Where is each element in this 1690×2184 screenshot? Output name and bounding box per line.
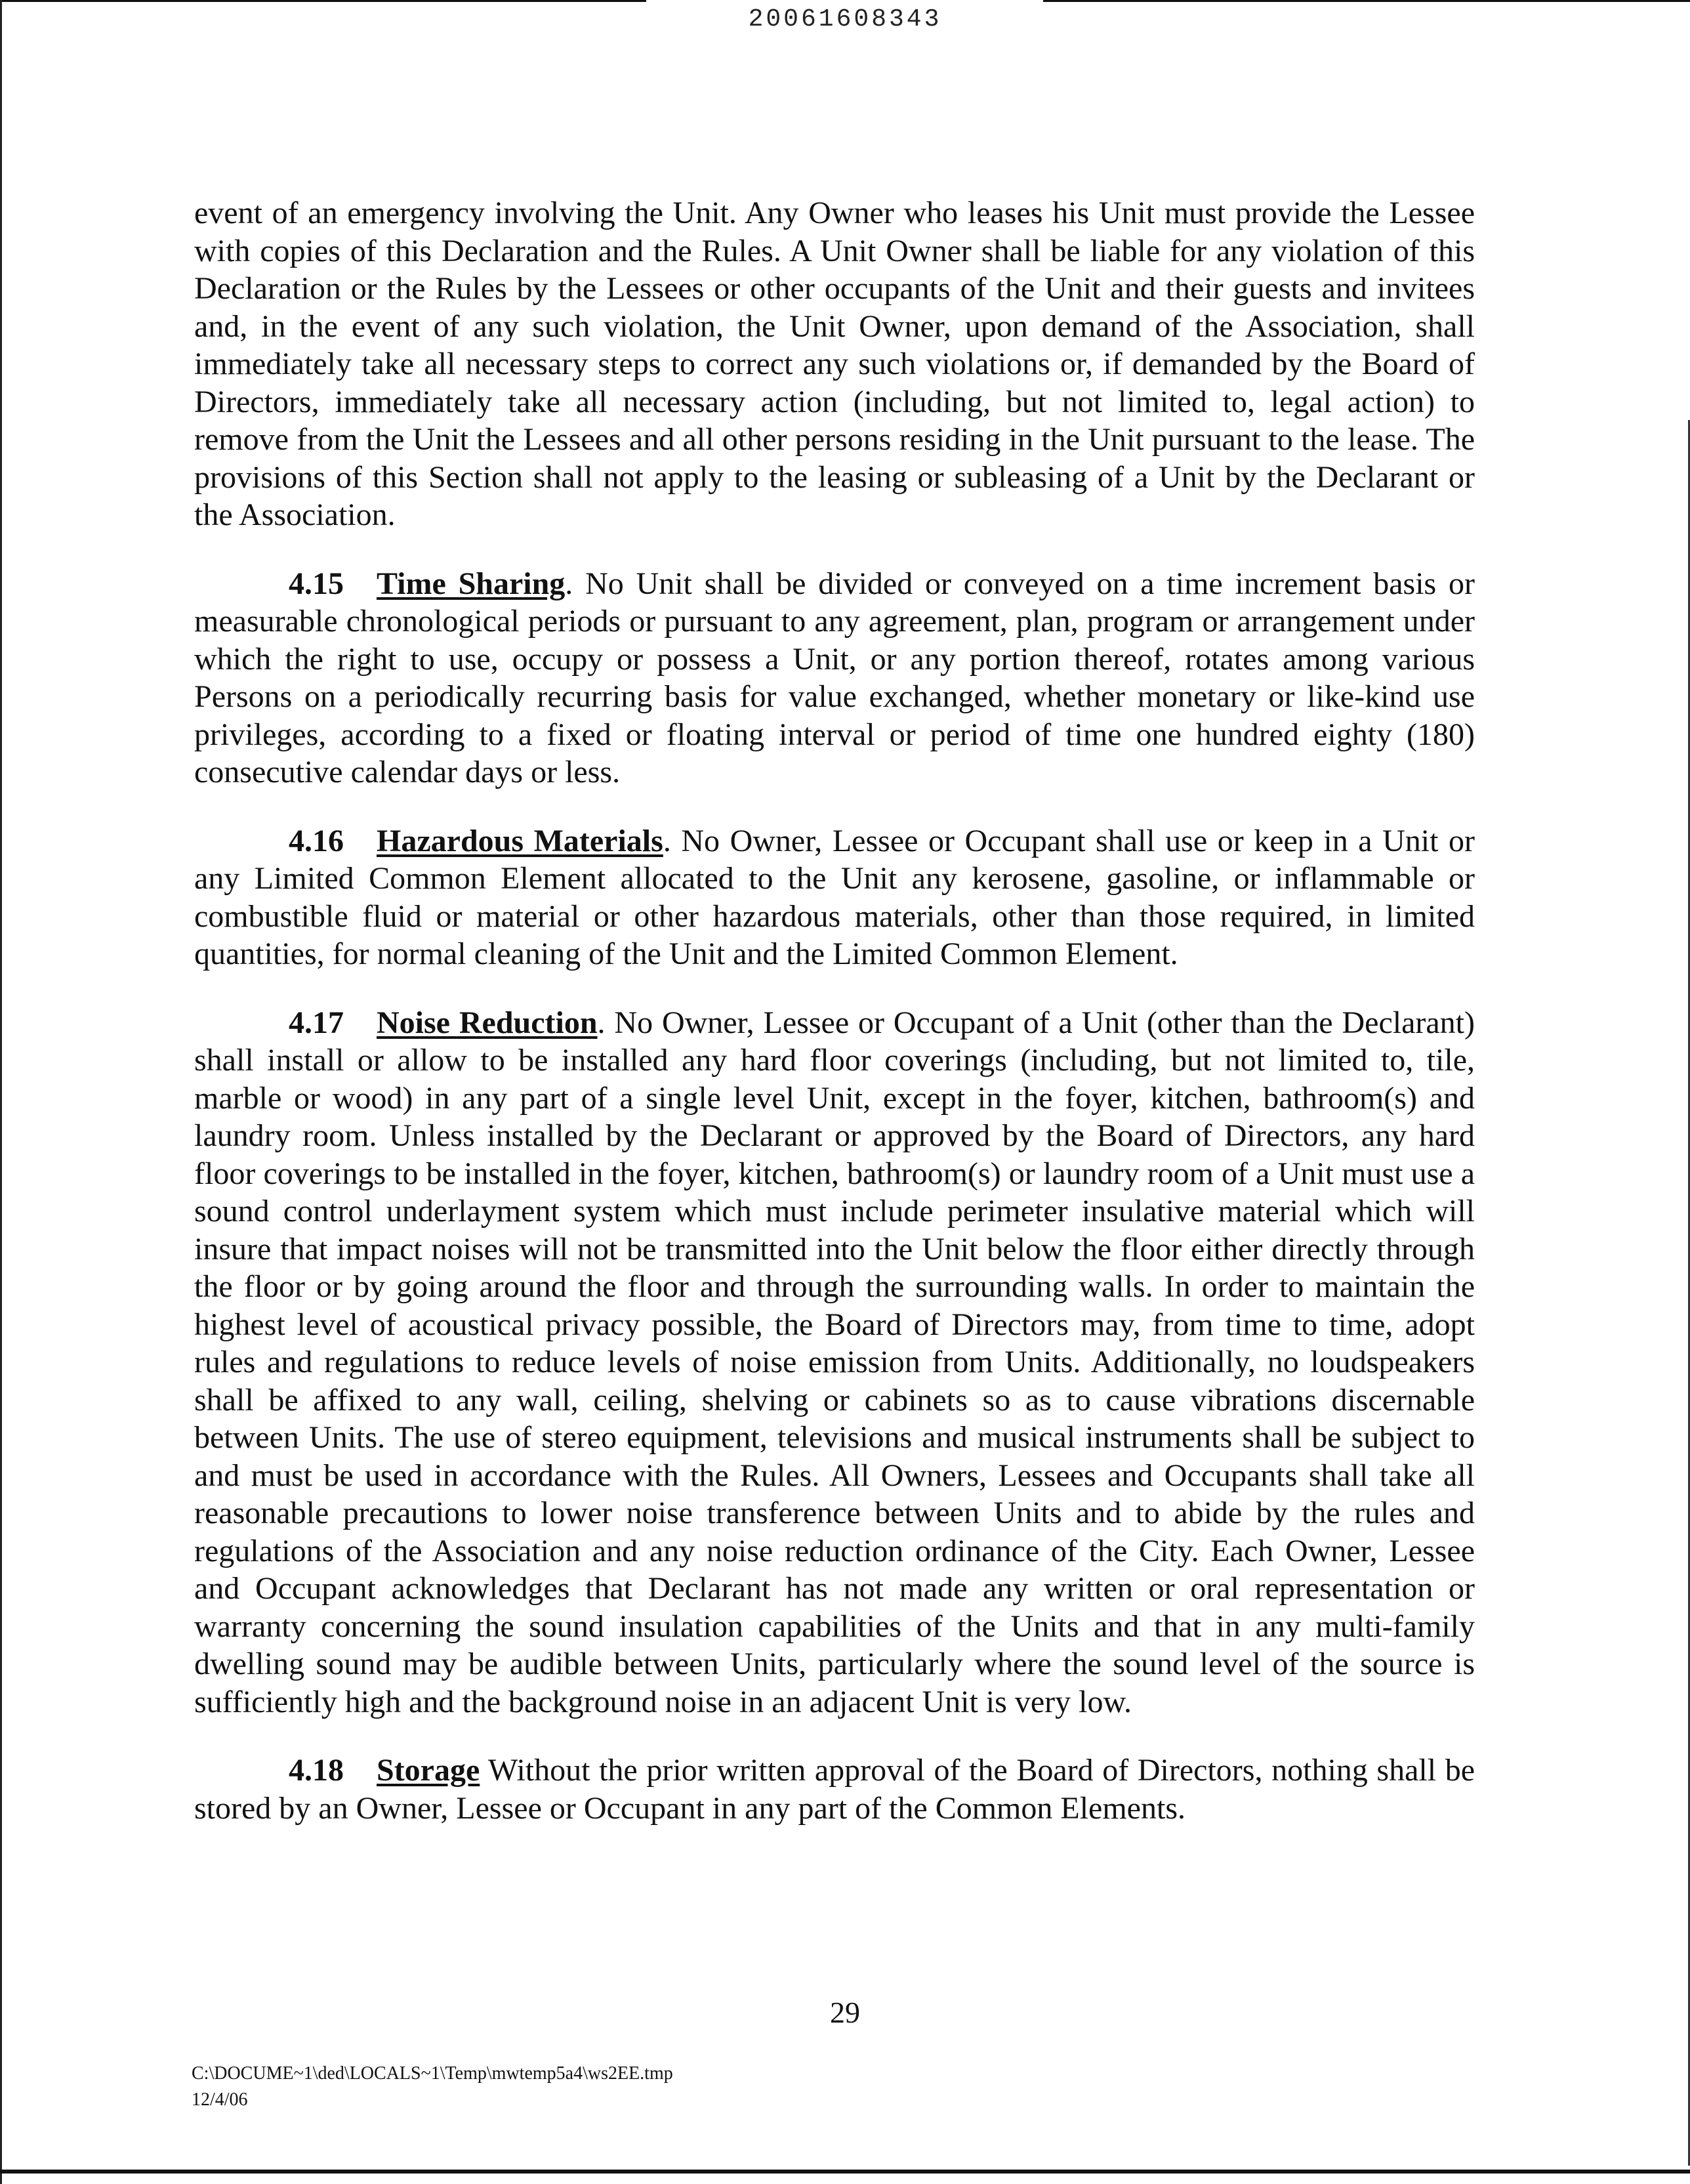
section-title-separator: . [663,823,671,858]
section-title: Hazardous Materials [377,823,663,858]
scan-border-left [0,0,2,2184]
section-number: 4.15 [289,566,344,601]
section-text: No Owner, Lessee or Occupant shall use or keep in a Unit or any Limited Common Element allocated to the Unit any kerosene, gasoline, or inflammable or combustible fluid or material or other hazardous materials, other than those required, in limited quantities, for normal cleaning of the Unit and the Limited Common Element. [194,823,1475,971]
footer-file-path: C:\DOCUME~1\ded\LOCALS~1\Temp\mwtemp5a4\ws2EE.tmp [192,2063,673,2084]
section-number: 4.16 [289,823,344,858]
section-4-17 [194,1004,1475,1721]
section-title-separator: . [565,566,573,601]
document-body [194,194,1475,1858]
section-title-separator: . [597,1005,606,1040]
section-4-18 [194,1752,1475,1827]
footer-date: 12/4/06 [192,2090,248,2110]
section-4-15 [194,565,1475,791]
page-number: 29 [830,1996,860,2029]
document-id: 20061608343 [748,5,942,33]
section-number: 4.17 [289,1005,344,1040]
section-title: Storage [377,1753,480,1788]
footer [192,2061,673,2113]
scan-border-bottom [0,2170,1690,2174]
scan-border-top-right [1043,0,1690,2]
section-title: Time Sharing [377,566,566,601]
section-text: No Owner, Lessee or Occupant of a Unit (other than the Declarant) shall install or allow to be installed any hard floor coverings (including, but not limited to, tile, marble or wood) in any part of a single level Unit, except in the foyer, kitchen, bathroom(s) and laundry room. Unless installed by the Declarant or approved by the Board of Directors, any hard floor coverings to be installed in the foyer, kitchen, bathroom(s) or laundry room of a Unit must use a sound control underlayment system which must include perimeter insulative material which will insure that impact noises will not be transmitted into the Unit below the floor either directly through the floor or by going around the floor and through the surrounding walls. In order to maintain the highest level of acoustical privacy possible, the Board of Directors may, from time to time, adopt rules and regulations to reduce levels of noise emission from Units. Additionally, no loudspeakers shall be affixed to any wall, ceiling, shelving or cabinets so as to cause vibrations discernable between Units. The use of stereo equipment, televisions and musical instruments shall be subject to and must be used in accordance with the Rules. All Owners, Lessees and Occupants shall take all reasonable precautions to lower noise transference between Units and to abide by the rules and regulations of the Association and any noise reduction ordinance of the City. Each Owner, Lessee and Occupant acknowledges that Declarant has not made any written or oral representation or warranty concerning the sound insulation capabilities of the Units and that in any multi-family dwelling sound may be audible between Units, particularly where the sound level of the source is sufficiently high and the background noise in an adjacent Unit is very low. [194,1005,1475,1719]
section-number: 4.18 [289,1753,344,1788]
continuation-paragraph: event of an emergency involving the Unit. Any Owner who leases his Unit must provide the Lessee with copies of this Declaration and the Rules. A Unit Owner shall be liable for any violation of this Declaration or the Rules by the Lessees or other occupants of the Unit and their guests and invitees and, in the event of any such violation, the Unit Owner, upon demand of the Association, shall immediately take all necessary steps to correct any such violations or, if demanded by the Board of Directors, immediately take all necessary action (including, but not limited to, legal action) to remove from the Unit the Lessees and all other persons residing in the Unit pursuant to the lease. The provisions of this Section shall not apply to the leasing or subleasing of a Unit by the Declarant or the Association. [194,196,1475,532]
section-text: Without the prior written approval of the Board of Directors, nothing shall be stored by an Owner, Lessee or Occupant in any part of the Common Elements. [194,1753,1475,1826]
scan-border-top-left [0,0,646,2]
section-text: No Unit shall be divided or conveyed on a time increment basis or measurable chronological periods or pursuant to any agreement, plan, program or arrangement under which the right to use, occupy or possess a Unit, or any portion thereof, rotates among various Persons on a periodically recurring basis for value exchanged, whether monetary or like-kind use privileges, according to a fixed or floating interval or period of time one hundred eighty (180) consecutive calendar days or less. [194,566,1475,789]
section-4-16 [194,822,1475,973]
section-title: Noise Reduction [377,1005,598,1040]
